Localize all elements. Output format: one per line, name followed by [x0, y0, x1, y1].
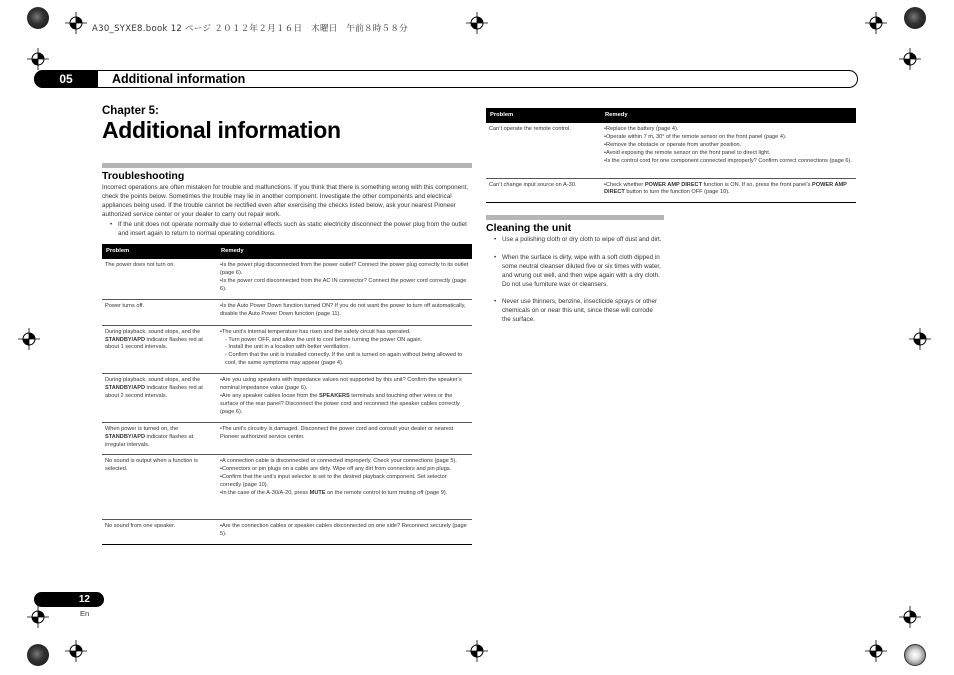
crosshair-mark: [65, 640, 87, 662]
remedy-cell: •Replace the battery (page 4). •Operate within 7 m, 30° of the remote sensor on the front panel (page 4). •Remove the obstacle or operate from another position. •Avoid exposing the remote sensor on the front panel to direct light. •Is the control cord for one component connected improperly? Confirm correct connections (page 6).: [601, 123, 856, 178]
problem-cell: When power is turned on, the STANDBY/APD indicator flashes at irregular intervals.: [102, 422, 217, 455]
table-row: [102, 422, 472, 455]
remedy-cell: •Is the power plug disconnected from the power outlet? Connect the power plug correctly to its outlet (page 6). •Is the power cord disconnected from the AC IN connector? Connect the power cord correctly (page 6).: [217, 259, 472, 299]
crosshair-mark: [18, 328, 40, 350]
remedy-cell: •Are the connection cables or speaker cables disconnected on one side? Reconnect securely (page 5).: [217, 520, 472, 545]
table-row: [102, 325, 472, 374]
section-number: 05: [34, 70, 98, 88]
language-code: En: [80, 609, 90, 618]
troubleshooting-table: [102, 244, 472, 545]
page-number: 12: [34, 592, 104, 607]
remedy-cell: •The unit’s internal temperature has risen and the safety circuit has operated. - Turn power OFF, and allow the unit to cool before turning the power ON again. - Install the unit in a location with better ventilation. - Confirm that the unit is installed correctly. If the unit is turned on again without being allowed to cool, the same symptoms may appear (page 4).: [217, 325, 472, 374]
remote-troubleshooting-table: [486, 108, 856, 203]
problem-cell: No sound is output when a function is selected.: [102, 455, 217, 520]
table-row: [486, 178, 856, 203]
table-row: [102, 299, 472, 325]
crosshair-mark: [865, 12, 887, 34]
registration-disc-top-left: [27, 7, 49, 29]
remedy-cell: •The unit’s circuitry is damaged. Disconnect the power cord and consult your dealer or nearest Pioneer authorized service center.: [217, 422, 472, 455]
problem-cell: The power does not turn on.: [102, 259, 217, 299]
bullet-dot: •: [494, 254, 497, 261]
crosshair-mark: [27, 48, 49, 70]
registration-disc-top-right: [904, 7, 926, 29]
crosshair-mark: [899, 606, 921, 628]
problem-cell: Can’t change input source on A-30.: [486, 178, 601, 203]
table-row: [102, 259, 472, 299]
cleaning-heading: Cleaning the unit: [486, 222, 572, 234]
remedy-cell: •Are you using speakers with impedance values not supported by this unit? Confirm the speaker’s nominal impedance value (page 6). •Are any speaker cables loose from the SPEAKERS terminals and touching other wires or the surface of the rear panel? Disconnect the power cord and reconnect the speaker cables correctly (page 6).: [217, 374, 472, 423]
heading-rule: [102, 163, 472, 168]
crosshair-mark: [466, 640, 488, 662]
problem-cell: During playback, sound stops, and the STANDBY/APD indicator flashes red at about 2 second intervals.: [102, 374, 217, 423]
table-row: [102, 520, 472, 545]
bullet-dot: •: [110, 221, 113, 228]
crosshair-mark: [899, 48, 921, 70]
table-header-row: [102, 244, 472, 259]
cleaning-bullet: • Use a polishing cloth or dry cloth to wipe off dust and dirt.: [494, 236, 662, 243]
remedy-column-header: Remedy: [601, 108, 856, 123]
section-title: Additional information: [112, 72, 246, 86]
problem-cell: No sound from one speaker.: [102, 520, 217, 545]
remedy-cell: •Is the Auto Power Down function turned ON? If you do not want the power to turn off automatically, disable the Auto Power Down function (page 11).: [217, 299, 472, 325]
table-row: [102, 455, 472, 520]
problem-cell: Power turns off.: [102, 299, 217, 325]
crosshair-mark: [27, 606, 49, 628]
problem-cell: Can’t operate the remote control.: [486, 123, 601, 178]
remedy-column-header: Remedy: [217, 244, 472, 259]
problem-column-header: Problem: [102, 244, 217, 259]
crosshair-mark: [865, 640, 887, 662]
crosshair-mark: [466, 12, 488, 34]
heading-rule: [486, 215, 664, 220]
table-row: [102, 374, 472, 423]
print-header: A30_SYXE8.book 12 ページ ２０１２年２月１６日 木曜日 午前８時５８分: [92, 24, 408, 34]
problem-column-header: Problem: [486, 108, 601, 123]
troubleshooting-intro: Incorrect operations are often mistaken for trouble and malfunctions. If you think that there is something wrong with this component, check the points below. Sometimes the trouble may lie in another component. Investigate the other components and electrical appliances being used. If the trouble cannot be rectified even after exercising the checks listed below, ask your nearest Pioneer authorized service center or your dealer to carry out repair work.: [102, 184, 469, 218]
bullet-dot: •: [494, 236, 497, 243]
registration-disc-bottom-left: [27, 644, 49, 666]
troubleshooting-heading: Troubleshooting: [102, 170, 185, 182]
cleaning-bullet: • When the surface is dirty, wipe with a soft cloth dipped in some neutral cleanser diluted five or six times with water, and wrung out well, and then wipe again with a dry cloth. Do not use furniture wax or cleansers.: [494, 254, 661, 288]
bullet-dot: •: [494, 298, 497, 305]
cleaning-bullet: • Never use thinners, benzine, insecticide sprays or other chemicals on or near this unit, since these will corrode the surface.: [494, 298, 658, 323]
crosshair-mark: [65, 12, 87, 34]
bullet-text: If the unit does not operate normally due to external effects such as static electricity disconnect the power plug from the outlet and insert again to return to normal operating conditions.: [118, 221, 467, 237]
crosshair-mark: [909, 328, 931, 350]
table-row: [486, 123, 856, 178]
remedy-cell: •Check whether POWER AMP DIRECT function is ON. If so, press the front panel’s POWER AMP DIRECT button to turn the function OFF (page 10).: [601, 178, 856, 203]
problem-cell: During playback, sound stops, and the STANDBY/APD indicator flashes red at about 1 second intervals.: [102, 325, 217, 374]
table-header-row: [486, 108, 856, 123]
registration-disc-bottom-right: [904, 644, 926, 666]
remedy-cell: •A connection cable is disconnected or connected improperly. Check your connections (page 5). •Connectors or pin plugs on a cable are dirty. Wipe off any dirt from connectors and pin plugs. •Confirm that the unit’s input selector is set to the desired playback component. Set selector correctly (page 10). •In the case of the A-30/A-20, press MUTE on the remote control to turn muting off (page 9).: [217, 455, 472, 520]
page-title: Additional information: [102, 117, 341, 143]
troubleshooting-bullet: [110, 221, 472, 239]
chapter-label: Chapter 5:: [102, 105, 159, 117]
